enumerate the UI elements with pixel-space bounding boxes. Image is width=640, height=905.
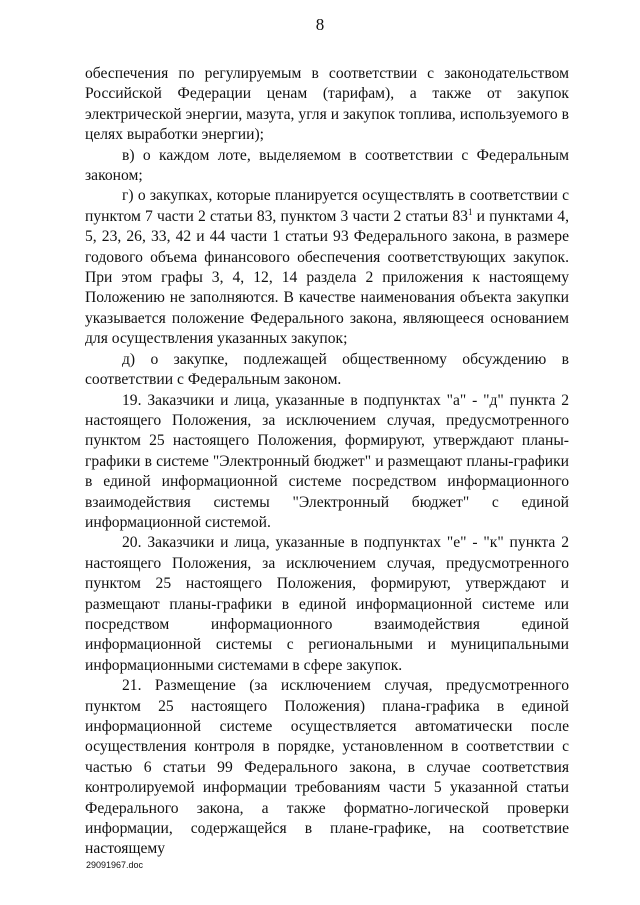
paragraph-1: обеспечения по регулируемым в соответствии с законодательством Российской Федерации ценам (тарифам), а также от закупок электрической энергии, мазута, угля и закупок топлива, используемого в целях выработки энергии);: [85, 65, 569, 144]
paragraph-4: д) о закупке, подлежащей общественному обсуждению в соответствии с Федеральным законом.: [85, 350, 569, 389]
paragraph-3: [85, 186, 569, 349]
document-body: [85, 64, 569, 860]
paragraph-6: 20. Заказчики и лица, указанные в подпунктах "е" - "к" пункта 2 настоящего Положения, за исключением случая, предусмотренного пунктом 25 настоящего Положения, формируют, утверждают и размещают планы-графики в единой информационной системе или посредством информационного взаимодействия единой информационной системы с региональными и муниципальными информационными системами в сфере закупок.: [85, 534, 569, 674]
paragraph-3-text-a: г) о закупках, которые планируется осуществлять в соответствии с пунктом 7 части 2 статьи 83, пунктом 3 части 2 статьи 83: [85, 187, 569, 225]
paragraph-7: 21. Размещение (за исключением случая, предусмотренного пунктом 25 настоящего Положения) плана-графика в единой информационной системе осуществляется автоматически после осуществления контроля в порядке, установленном в соответствии с частью 6 статьи 99 Федерального закона, в случае соответствия контролируемой информации требованиям части 5 указанной статьи Федерального закона, а также форматно-логической проверки информации, содержащейся в плане-графике, на соответствие настоящему: [85, 677, 569, 858]
footer-filename: 29091967.doc: [86, 860, 144, 870]
paragraph-3-superscript: 1: [467, 206, 473, 217]
paragraph-3-text-b: и пунктами 4, 5, 23, 26, 33, 42 и 44 части 1 статьи 93 Федерального закона, в размере годового объема финансового обеспечения соответствующих закупок. При этом графы 3, 4, 12, 14 раздела 2 приложения к настоящему Положению не заполняются. В качестве наименования объекта закупки указывается положение Федерального закона, являющееся основанием для осуществления указанных закупок;: [85, 207, 570, 348]
page-number: 8: [315, 15, 325, 34]
paragraph-2: в) о каждом лоте, выделяемом в соответствии с Федеральным законом;: [85, 146, 569, 185]
paragraph-5: 19. Заказчики и лица, указанные в подпунктах "а" - "д" пункта 2 настоящего Положения, за исключением случая, предусмотренного пунктом 25 настоящего Положения, формируют, утверждают планы-графики в системе "Электронный бюджет" и размещают планы-графики в единой информационной системе посредством информационного взаимодействия системы "Электронный бюджет" с единой информационной системой.: [85, 391, 569, 531]
